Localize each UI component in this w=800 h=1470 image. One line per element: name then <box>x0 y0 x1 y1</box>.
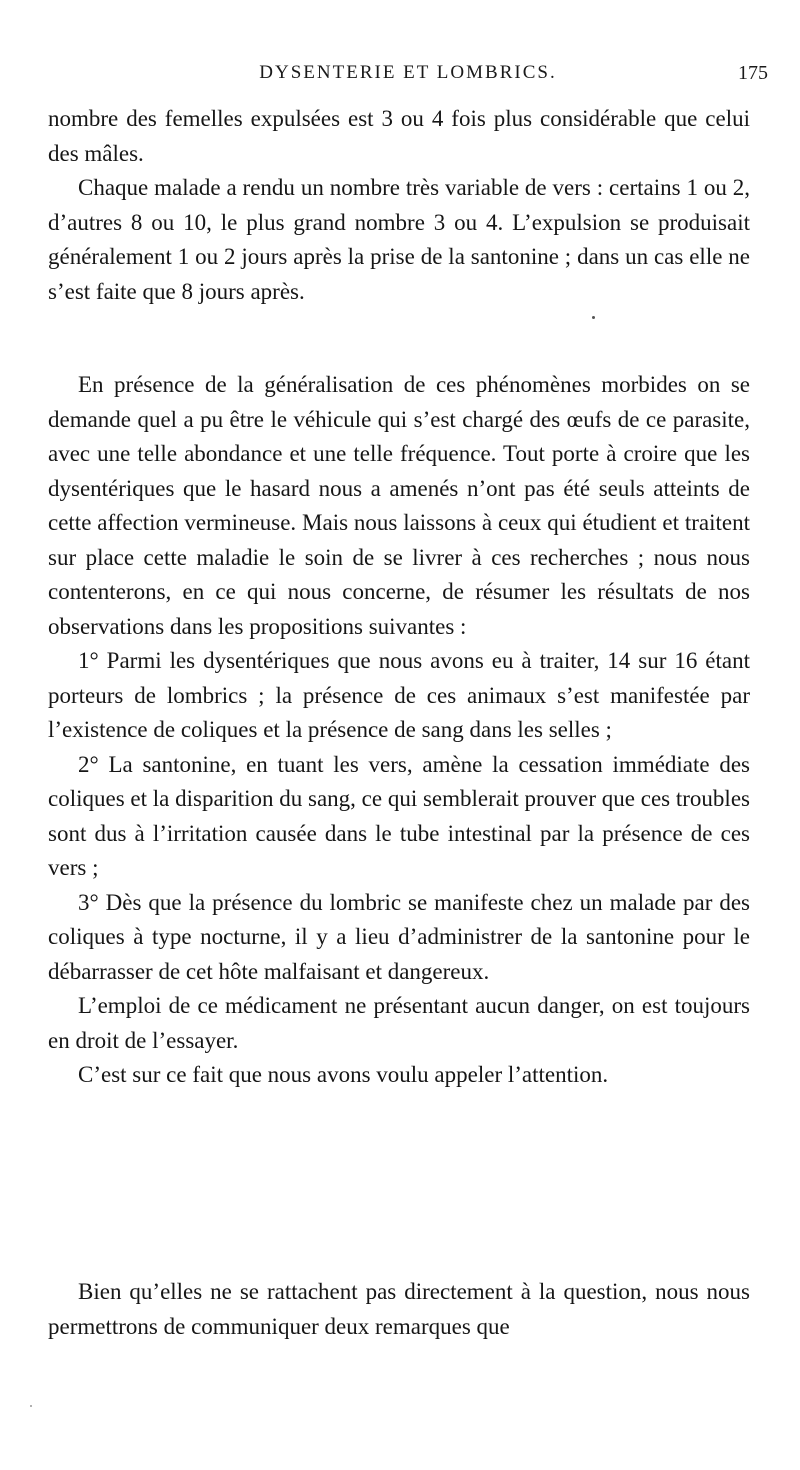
paragraph-worm-count: Chaque malade a rendu un nombre très variable de vers : certains 1 ou 2, d’autres 8 ou 10, le plus grand nombre 3 ou 4. L’expulsion se produisait généralement 1 ou 2 jours après la prise de la santonine ; dans un cas elle ne s’est faite que 8 jours après. <box>48 175 750 304</box>
paragraph-continuation: nombre des femelles expulsées est 3 ou 4 fois plus considérable que celui des mâles. <box>48 106 750 166</box>
text-block-middle <box>48 368 750 1093</box>
proposition-3: 3° Dès que la présence du lombric se manifeste chez un malade par des coliques à type nocturne, il y a lieu d’administrer de la santonine pour le débarrasser de cet hôte malfaisant et dangereux. <box>48 889 750 984</box>
paragraph-generalisation: En présence de la généralisation de ces phénomènes morbides on se demande quel a pu être le véhicule qui s’est chargé des œufs de ce parasite, avec une telle abondance et une telle fréquence. Tout porte à croire que les dysentériques que le hasard nous a amenés n’ont pas été seuls atteints de cette affection vermineuse. Mais nous laissons à ceux qui étudient et traitent sur place cette maladie le soin de se livrer à ces recherches ; nous nous contenterons, en ce qui nous concerne, de résumer les résultats de nos observations dans les propositions suivantes : <box>48 372 750 639</box>
print-speck <box>592 316 595 319</box>
proposition-1: 1° Parmi les dysentériques que nous avons eu à traiter, 14 sur 16 étant porteurs de lombrics ; la présence de ces animaux s’est manifestée par l’existence de coliques et la présence de sang dans les selles ; <box>48 648 750 742</box>
running-head <box>48 62 768 92</box>
text-block-bottom <box>48 1275 750 1344</box>
running-title: DYSENTERIE ET LOMBRICS. <box>259 62 557 83</box>
paragraph-remarks: Bien qu’elles ne se rattachent pas directement à la question, nous nous permettrons de communiquer deux remarques que <box>48 1279 750 1339</box>
page-number: 175 <box>738 62 768 84</box>
paragraph-medication: L’emploi de ce médicament ne présentant aucun danger, on est toujours en droit de l’essayer. <box>48 993 750 1053</box>
proposition-2: 2° La santonine, en tuant les vers, amène la cessation immédiate des coliques et la disparition du sang, ce qui semblerait prouver que ces troubles sont dus à l’irritation causée dans le tube intestinal par la présence de ces vers ; <box>48 751 750 880</box>
text-block-top <box>48 102 750 309</box>
paragraph-attention: C’est sur ce fait que nous avons voulu appeler l’attention. <box>78 1062 609 1087</box>
print-speck <box>30 1405 32 1407</box>
